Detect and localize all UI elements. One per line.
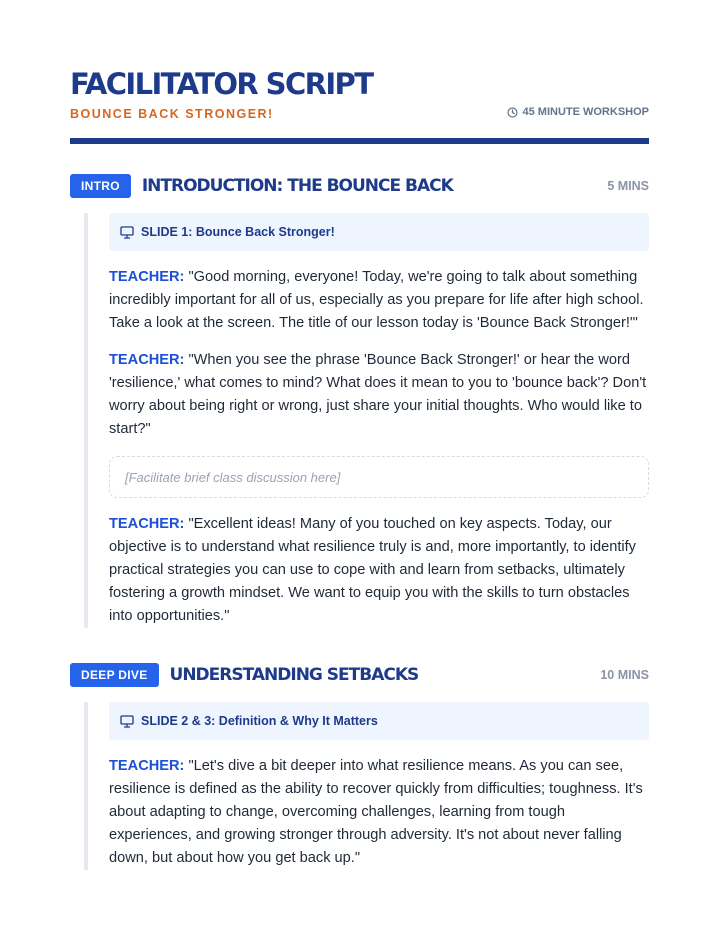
- section-intro: [70, 173, 649, 628]
- speaker-label: TEACHER:: [109, 758, 185, 774]
- script-paragraph: [109, 513, 649, 628]
- monitor-icon: [120, 226, 134, 239]
- document-subtitle: BOUNCE BACK STRONGER!: [70, 107, 274, 121]
- script-page: [70, 0, 649, 870]
- section-title: INTRODUCTION: THE BOUNCE BACK: [141, 176, 453, 196]
- workshop-duration-label: 45 MINUTE WORKSHOP: [522, 106, 649, 118]
- slide-label: SLIDE 2 & 3: Definition & Why It Matters: [141, 714, 378, 728]
- slide-label: SLIDE 1: Bounce Back Stronger!: [141, 225, 335, 239]
- script-text: "When you see the phrase 'Bounce Back Stronger!' or hear the word 'resilience,' what comes to mind? What does it mean to you to 'bounce back'? Don't worry about being right or wrong, just share your initial thoughts. Who would like to start?": [109, 352, 647, 437]
- section-deep-dive: [70, 662, 649, 870]
- section-tag: DEEP DIVE: [70, 663, 159, 687]
- script-paragraph: [109, 266, 649, 335]
- section-duration: 10 MINS: [600, 668, 649, 682]
- clock-icon: [507, 107, 518, 118]
- speaker-label: TEACHER:: [109, 269, 185, 285]
- section-tag: INTRO: [70, 174, 131, 198]
- script-paragraph: [109, 349, 649, 441]
- slide-reference: [109, 213, 649, 251]
- speaker-label: TEACHER:: [109, 516, 185, 532]
- document-header: [70, 0, 649, 146]
- monitor-icon: [120, 715, 134, 728]
- script-text: "Let's dive a bit deeper into what resilience means. As you can see, resilience is defined as the ability to recover quickly from difficulties; toughness. It's about adapting to change, overcoming challenges, learning from tough experiences, and growing stronger through adversity. It's not about never falling down, but about how you get back up.": [109, 758, 643, 866]
- section-duration: 5 MINS: [607, 179, 649, 193]
- slide-reference: [109, 702, 649, 740]
- workshop-duration: [507, 106, 649, 118]
- facilitation-note: [Facilitate brief class discussion here]: [109, 456, 649, 498]
- script-text: "Good morning, everyone! Today, we're going to talk about something incredibly important for all of us, especially as you prepare for life after high school. Take a look at the screen. The title of our lesson today is 'Bounce Back Stronger!'": [109, 269, 644, 331]
- header-divider: [70, 138, 649, 144]
- section-header: [70, 173, 649, 199]
- section-body: [84, 213, 649, 628]
- speaker-label: TEACHER:: [109, 352, 185, 368]
- script-text: "Excellent ideas! Many of you touched on key aspects. Today, our objective is to understand what resilience truly is and, more importantly, to identify practical strategies you can use to cope with and learn from setbacks, ultimately fostering a growth mindset. We want to equip you with the skills to turn obstacles into opportunities.": [109, 516, 636, 624]
- script-paragraph: [109, 755, 649, 870]
- document-title: FACILITATOR SCRIPT: [70, 67, 373, 101]
- section-body: [84, 702, 649, 870]
- section-title: UNDERSTANDING SETBACKS: [169, 665, 419, 685]
- section-header: [70, 662, 649, 688]
